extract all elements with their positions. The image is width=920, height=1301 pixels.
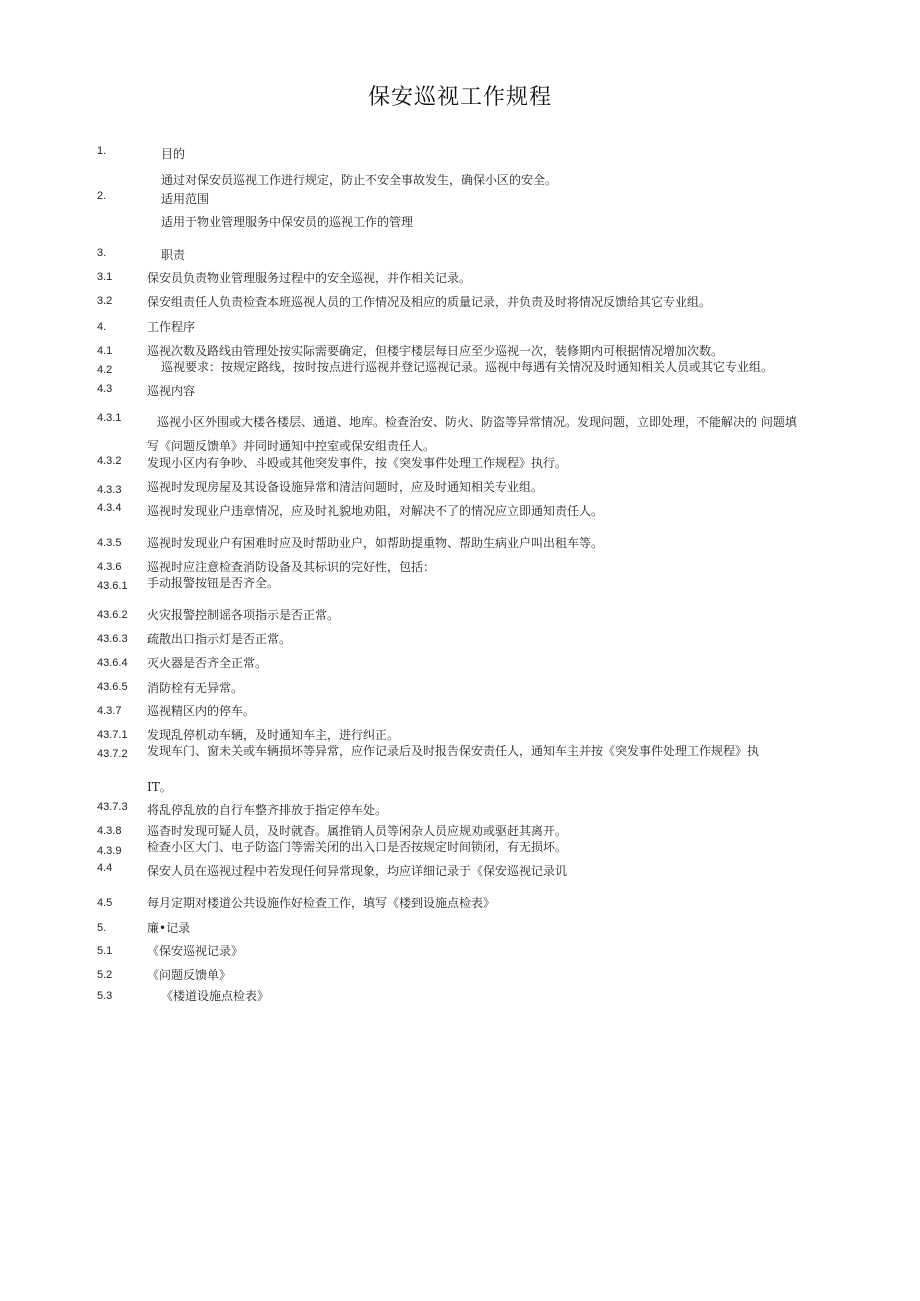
section-text: 巡视时应注意检查消防设备及其标识的完好性，包括： [147, 560, 436, 574]
section-number: 43.7.2 [97, 748, 128, 760]
section-number: 4.3.9 [97, 845, 122, 857]
section-text: 每月定期对楼道公共设施作好检查工作，填写《楼到设施点检表》 [147, 896, 496, 910]
section-number: 3. [97, 247, 107, 259]
section-number: 4. [97, 321, 107, 333]
section-text: 检查小区大门、电子防盗门等需关闭的出入口是否按规定时间锁闭，有无损坏。 [147, 840, 568, 854]
section-text: 将乱停乱放的自行车整齐排放于指定停车处。 [147, 803, 388, 817]
section-number: 1. [97, 145, 107, 157]
section-text: 巡视时发现业户违章情况，应及时礼貌地劝阻，对解决不了的情况应立即通知责任人。 [147, 504, 604, 518]
section-text: 适用于物业管理服务中保安员的巡视工作的管理 [161, 215, 414, 229]
section-text: 目的 [161, 147, 186, 161]
section-number: 43.7.1 [97, 729, 128, 741]
section-text: 保安人员在巡视过程中若发现任何异常现象，均应详细记录于《保安巡视记录讥 [147, 864, 568, 878]
section-text: 巡视小区外围或大楼各楼层、通道、地库。检查治安、防火、防盗等异常情况。发现问题，立即处理，不能解决的 问题填 [157, 415, 797, 429]
section-text: 巡杳时发现可疑人员，及时就杳。属推销人员等闲杂人员应规劝或驱赶其离开。 [147, 824, 568, 838]
section-number: 5.3 [97, 990, 113, 1002]
section-number: 43.6.2 [97, 609, 128, 621]
section-number: 5. [97, 922, 107, 934]
section-text: 巡视内容 [147, 384, 196, 398]
section-number: 43.6.5 [97, 681, 128, 693]
section-number: 5.1 [97, 945, 113, 957]
section-text: 巡视次数及路线由管理处按实际需要确定，但楼宇楼层每日应至少巡视一次，装修期内可根据情况增加次数。 [147, 344, 724, 358]
section-text: 《楼道设施点检表》 [161, 989, 270, 1003]
section-number: 43.6.1 [97, 580, 128, 592]
section-text: 手动报警按钮是否齐全。 [147, 576, 280, 590]
section-text: 火灾报警控制谣各项指示是否正常。 [147, 608, 340, 622]
section-number: 3.1 [97, 271, 113, 283]
section-text: 发现车门、窗未关或车辆损坏等异常，应作记录后及时报告保安责任人，通知车主并按《突发事件处理工作规程》执 [147, 744, 760, 758]
section-number: 4.3.3 [97, 484, 122, 496]
section-text: 发现乱停机动车辆，及时通知车主，进行纠正。 [147, 728, 400, 742]
section-text: 《问题反馈单》 [147, 968, 232, 982]
section-text: 职责 [161, 248, 186, 262]
section-text: 适用范围 [161, 192, 210, 206]
section-number: 4.4 [97, 862, 113, 874]
section-text: 保安员负责物业管理服务过程中的安全巡视，并作相关记录。 [147, 271, 472, 285]
section-text: 巡视时发现房屋及其设备设施异常和清洁问题时，应及时通知相关专业组。 [147, 480, 544, 494]
section-text: 工作程序 [147, 320, 196, 334]
section-number: 5.2 [97, 969, 113, 981]
section-number: 4.3.7 [97, 705, 122, 717]
page-title: 保安巡视工作规程 [367, 85, 552, 110]
section-number: 4.1 [97, 345, 113, 357]
section-text: 巡视时发现业户有困难时应及时帮助业户，如帮助提重物、帮助生病业户叫出租车等。 [147, 536, 604, 550]
section-text: 巡视要求：按规定路线，按时按点进行巡视并登记巡视记录。巡视中每遇有关情况及时通知相关人员或其它专业组。 [161, 360, 774, 374]
section-number: 4.5 [97, 897, 113, 909]
section-text: 《保安巡视记录》 [147, 944, 244, 958]
section-text: 巡视精区内的停车。 [147, 704, 256, 718]
section-text: 保安组责任人负责检查本班巡视人员的工作情况及相应的质量记录，并负责及时将情况反馈给其它专业组。 [147, 295, 712, 309]
section-number: 3.2 [97, 295, 113, 307]
section-text: 发现小区内有争吵、斗殴或其他突发事件，按《突发事件处理工作规程》执行。 [147, 456, 568, 470]
section-number: 4.3 [97, 383, 113, 395]
section-text: 灭火器是否齐全正常。 [147, 656, 268, 670]
section-number: 4.2 [97, 364, 113, 376]
section-number: 43.7.3 [97, 801, 128, 813]
section-number: 4.3.5 [97, 537, 122, 549]
section-number: 4.3.8 [97, 825, 122, 837]
section-number: 4.3.1 [97, 412, 122, 424]
section-number: 4.3.2 [97, 455, 122, 467]
section-number: 4.3.6 [97, 561, 122, 573]
section-text: IT。 [147, 780, 172, 794]
section-text: 通过对保安员巡视工作进行规定，防止不安全事故发生，确保小区的安全。 [161, 173, 558, 187]
section-text: 写《问题反馈单》并同时通知中控室或保安组责任人。 [147, 439, 436, 453]
section-number: 2. [97, 190, 107, 202]
section-text: 廉•记录 [147, 921, 191, 935]
section-text: 疏散出口指示灯是否正常。 [147, 632, 292, 646]
section-number: 43.6.3 [97, 633, 128, 645]
section-text: 消防栓有无异常。 [147, 681, 244, 695]
section-number: 4.3.4 [97, 502, 122, 514]
section-number: 43.6.4 [97, 657, 128, 669]
